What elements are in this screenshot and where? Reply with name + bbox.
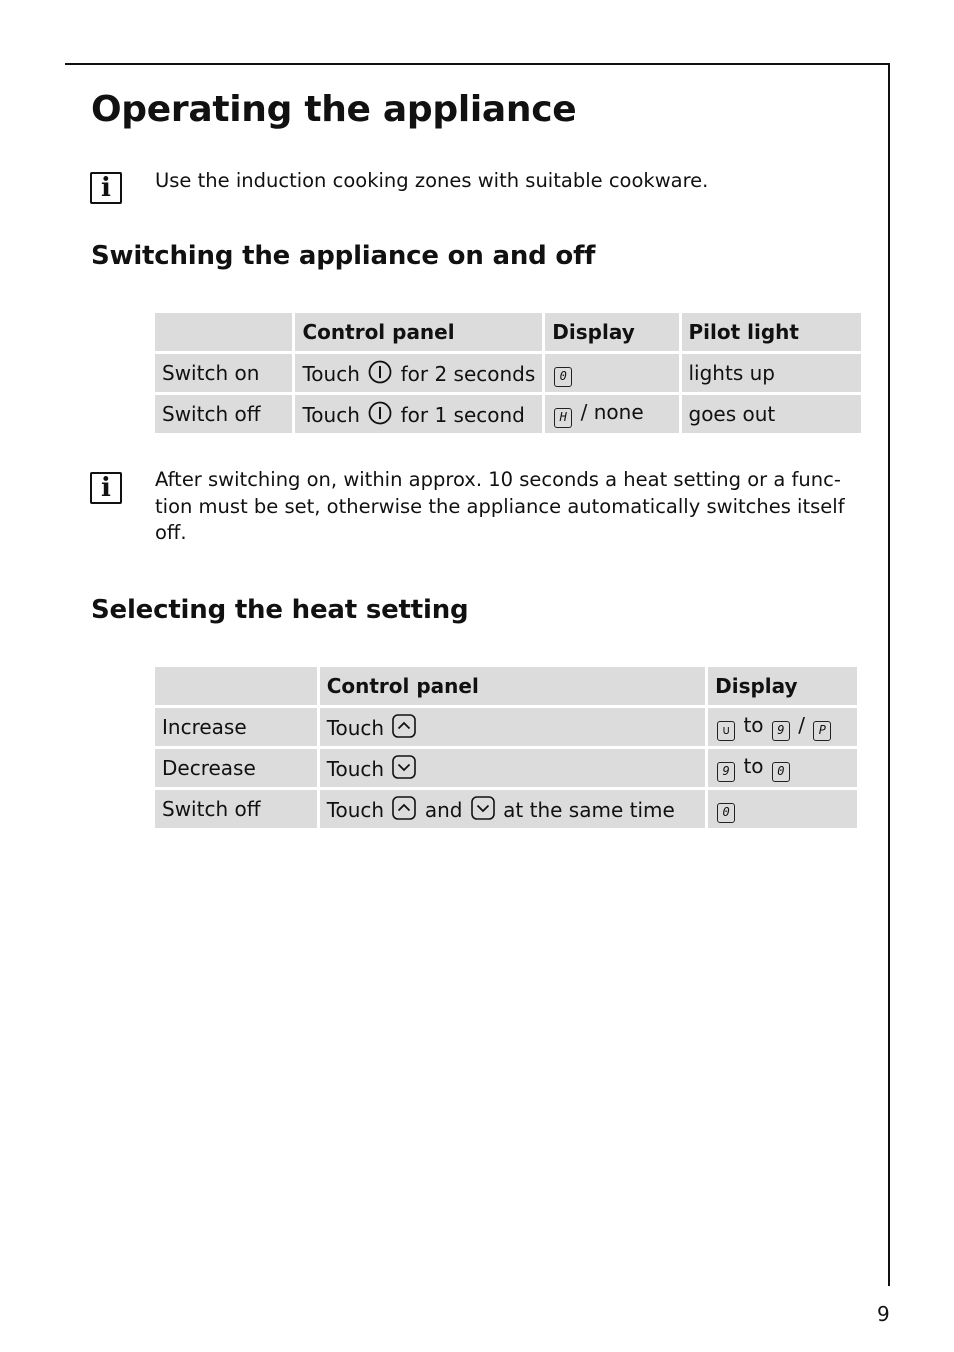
table-row: [155, 790, 857, 828]
down-arrow-icon: [471, 796, 495, 820]
control-panel-cell: [320, 749, 705, 787]
heat-setting-table: [152, 664, 860, 831]
control-panel-cell: [320, 708, 705, 746]
display-segment: 9: [717, 762, 735, 782]
table-header-control-panel: Control panel: [295, 313, 542, 351]
display-cell: [708, 749, 857, 787]
table-row: [155, 749, 857, 787]
page-title: Operating the appliance: [91, 89, 577, 130]
pilot-light-cell: goes out: [682, 395, 862, 433]
row-label: Switch off: [155, 790, 317, 828]
info-note-cookware: Use the induction cooking zones with suitable cookware.: [155, 169, 709, 192]
info-note-timeout: After switching on, within approx. 10 seconds a heat setting or a func-tion must be set, otherwise the appliance automatically switches itself off.: [155, 468, 845, 544]
display-cell: [708, 790, 857, 828]
control-panel-cell: [320, 790, 705, 828]
section-heading-heat-setting: Selecting the heat setting: [91, 595, 469, 625]
cell-text: Touch: [326, 757, 385, 781]
table-row: [155, 708, 857, 746]
display-segment: 0: [717, 803, 735, 823]
table-header-control-panel: Control panel: [320, 667, 705, 705]
display-segment: P: [813, 721, 831, 741]
info-icon: i: [90, 172, 122, 204]
row-label: Switch off: [155, 395, 292, 433]
up-arrow-icon: [392, 796, 416, 820]
cell-text: /: [798, 713, 806, 737]
display-segment: 0: [554, 367, 572, 387]
display-segment: 9: [772, 721, 790, 741]
on-off-table: [152, 310, 864, 436]
table-header-empty: [155, 313, 292, 351]
display-cell: [545, 395, 678, 433]
table-row: [155, 354, 861, 392]
table-header-row: [155, 667, 857, 705]
top-rule: [65, 63, 890, 65]
cell-text: Touch: [326, 716, 385, 740]
cell-text: / none: [580, 400, 644, 424]
section-heading-on-off: Switching the appliance on and off: [91, 241, 596, 271]
page-number: 9: [877, 1302, 890, 1326]
up-arrow-icon: [392, 714, 416, 738]
cell-text: for 2 seconds: [400, 362, 536, 386]
cell-text: Touch: [326, 798, 385, 822]
down-arrow-icon: [392, 755, 416, 779]
display-cell: [545, 354, 678, 392]
control-panel-cell: [295, 395, 542, 433]
cell-text: for 1 second: [400, 403, 525, 427]
right-rule: [888, 63, 890, 1286]
pilot-light-cell: lights up: [682, 354, 862, 392]
cell-text: to: [743, 713, 764, 737]
table-header-display: Display: [545, 313, 678, 351]
cell-text: to: [743, 754, 764, 778]
table-row: [155, 395, 861, 433]
table-header-row: [155, 313, 861, 351]
row-label: Switch on: [155, 354, 292, 392]
display-segment: ∪: [717, 721, 735, 741]
cell-text: and: [424, 798, 463, 822]
info-icon: i: [90, 472, 122, 504]
row-label: Decrease: [155, 749, 317, 787]
cell-text: at the same time: [503, 798, 675, 822]
table-header-empty: [155, 667, 317, 705]
display-cell: [708, 708, 857, 746]
power-icon: [368, 360, 392, 384]
display-segment: 0: [772, 762, 790, 782]
table-header-display: Display: [708, 667, 857, 705]
cell-text: Touch: [302, 362, 360, 386]
row-label: Increase: [155, 708, 317, 746]
cell-text: Touch: [302, 403, 360, 427]
control-panel-cell: [295, 354, 542, 392]
table-header-pilot-light: Pilot light: [682, 313, 862, 351]
power-icon: [368, 401, 392, 425]
display-segment: H: [554, 408, 572, 428]
